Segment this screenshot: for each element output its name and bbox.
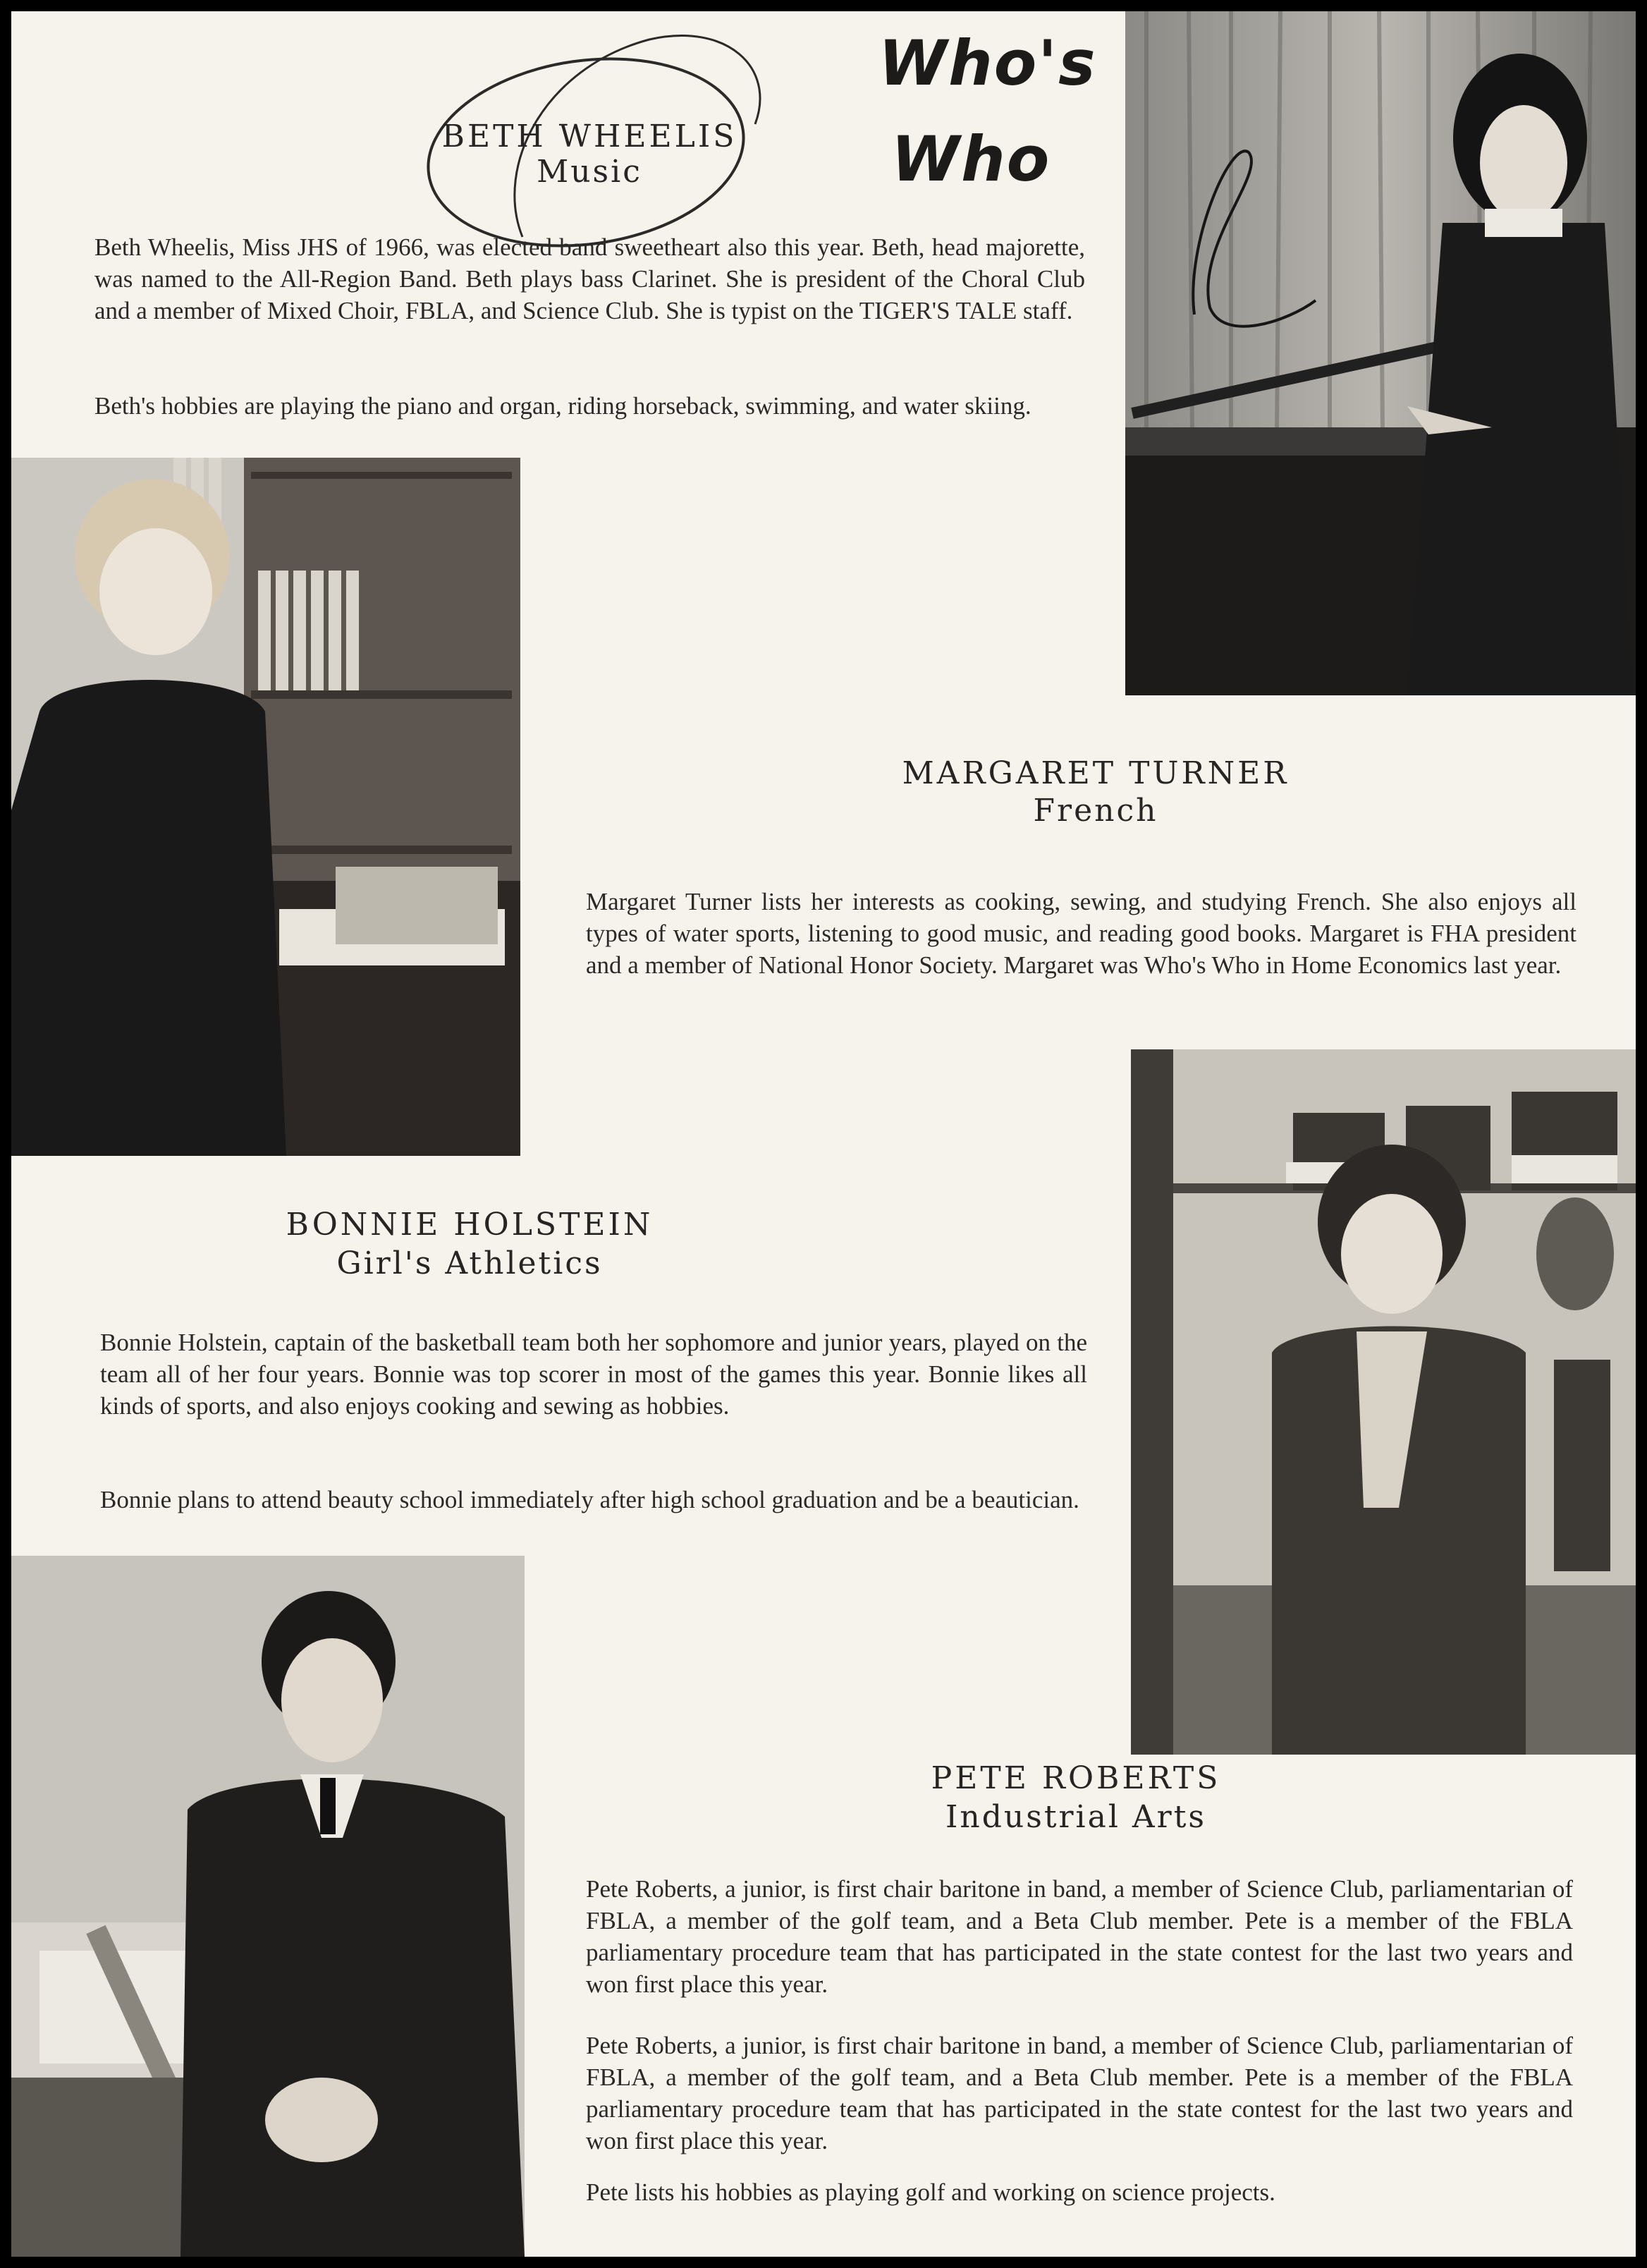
bonnie-paragraph-2: Bonnie plans to attend beauty school immediately after high school graduation and be a beautician. <box>100 1486 1079 1513</box>
bonnie-name: BONNIE HOLSTEIN <box>286 1207 654 1243</box>
bonnie-photo <box>11 458 520 1156</box>
page-sheet <box>11 11 1636 2257</box>
pete-paragraph-2: Pete Roberts, a junior, is first chair baritone in band, a member of Science Club, parliamentarian of FBLA, a member of the golf team, and a Beta Club member. Pete is a member of the FBLA parliamentary procedure team that has participated in the state contest for the last two years and won first place this year. <box>586 2032 1573 2154</box>
pete-subject: Industrial Arts <box>945 1799 1206 1835</box>
margaret-name: MARGARET TURNER <box>902 755 1290 791</box>
bonnie-paragraph-1: Bonnie Holstein, captain of the basketball team both her sophomore and junior years, played on the team all of her four years. Bonnie was top scorer in most of the games this year. Bonnie likes all kinds of sports, and also enjoys cooking and sewing as hobbies. <box>100 1329 1087 1420</box>
beth-photo <box>1125 11 1636 695</box>
pete-name: PETE ROBERTS <box>931 1760 1221 1796</box>
beth-subject: Music <box>537 154 642 190</box>
page-title-line1: Who's <box>878 27 1097 99</box>
beth-name: BETH WHEELIS <box>441 118 737 154</box>
beth-paragraph-1: Beth Wheelis, Miss JHS of 1966, was elected band sweetheart also this year. Beth, head majorette, was named to the All-Region Band. Beth plays bass Clarinet. She is president of the Choral Club and a member of Mixed Choir, FBLA, and Science Club. She is typist on the TIGER'S TALE staff. <box>94 233 1085 324</box>
margaret-paragraph-1: Margaret Turner lists her interests as cooking, sewing, and studying French. She also enjoys all types of water sports, listening to good music, and reading good books. Margaret is FHA president and a member of National Honor Society. Margaret was Who's Who in Home Economics last year. <box>586 888 1576 979</box>
margaret-photo <box>1131 1049 1636 1755</box>
page-title-line2: Who <box>891 123 1051 195</box>
margaret-subject: French <box>1033 793 1158 829</box>
beth-paragraph-2: Beth's hobbies are playing the piano and organ, riding horseback, swimming, and water skiing. <box>94 392 1031 420</box>
bonnie-subject: Girl's Athletics <box>336 1245 603 1281</box>
pete-paragraph-1: Pete Roberts, a junior, is first chair baritone in band, a member of Science Club, parliamentarian of FBLA, a member of the golf team, and a Beta Club member. Pete is a member of the FBLA parliamentary procedure team that has participated in the state contest for the last two years and won first place this year. <box>586 1875 1573 1998</box>
pete-paragraph-3: Pete lists his hobbies as playing golf and working on science projects. <box>586 2178 1275 2206</box>
pete-photo <box>11 1556 525 2257</box>
